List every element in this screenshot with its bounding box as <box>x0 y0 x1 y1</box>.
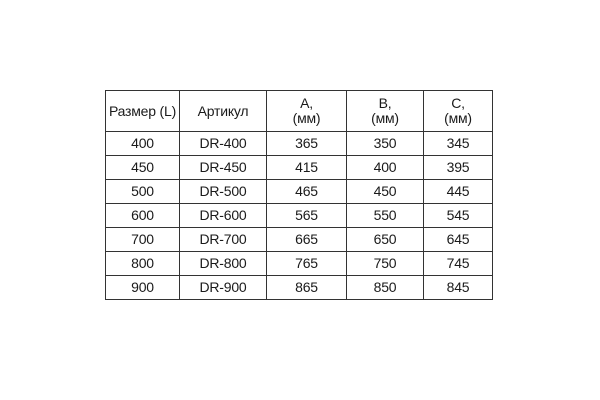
cell-a: 665 <box>267 228 347 252</box>
cell-size: 700 <box>106 228 180 252</box>
cell-c: 845 <box>424 276 493 300</box>
cell-a: 565 <box>267 204 347 228</box>
header-article <box>180 91 267 132</box>
cell-a: 765 <box>267 252 347 276</box>
cell-c: 545 <box>424 204 493 228</box>
table-row <box>106 276 493 300</box>
cell-b: 350 <box>347 132 424 156</box>
header-b-unit: (мм) <box>371 110 399 126</box>
cell-c: 445 <box>424 180 493 204</box>
cell-b: 550 <box>347 204 424 228</box>
cell-c: 745 <box>424 252 493 276</box>
table-row <box>106 204 493 228</box>
cell-article: DR-600 <box>180 204 267 228</box>
header-a-unit: (мм) <box>292 110 321 126</box>
table-row <box>106 180 493 204</box>
table-row <box>106 252 493 276</box>
cell-article: DR-400 <box>180 132 267 156</box>
table-header-row <box>106 91 493 132</box>
cell-article: DR-900 <box>180 276 267 300</box>
cell-a: 365 <box>267 132 347 156</box>
cell-b: 750 <box>347 252 424 276</box>
cell-b: 450 <box>347 180 424 204</box>
table-row <box>106 132 493 156</box>
header-b <box>347 91 424 132</box>
size-table-container <box>105 90 493 300</box>
cell-size: 450 <box>106 156 180 180</box>
header-a-label: A, <box>300 95 313 112</box>
header-size <box>106 91 180 132</box>
table-row <box>106 228 493 252</box>
header-article-label: Артикул <box>197 102 249 119</box>
cell-a: 865 <box>267 276 347 300</box>
cell-article: DR-500 <box>180 180 267 204</box>
size-table <box>105 90 493 300</box>
cell-size: 600 <box>106 204 180 228</box>
header-a <box>267 91 347 132</box>
header-c-label: C, <box>451 95 465 112</box>
cell-b: 400 <box>347 156 424 180</box>
cell-c: 395 <box>424 156 493 180</box>
cell-size: 800 <box>106 252 180 276</box>
cell-b: 850 <box>347 276 424 300</box>
cell-size: 500 <box>106 180 180 204</box>
header-c <box>424 91 493 132</box>
cell-a: 465 <box>267 180 347 204</box>
cell-b: 650 <box>347 228 424 252</box>
cell-c: 645 <box>424 228 493 252</box>
cell-article: DR-450 <box>180 156 267 180</box>
cell-article: DR-700 <box>180 228 267 252</box>
header-b-label: B, <box>378 95 392 112</box>
cell-a: 415 <box>267 156 347 180</box>
cell-size: 400 <box>106 132 180 156</box>
cell-c: 345 <box>424 132 493 156</box>
header-size-label: Размер (L) <box>108 102 177 119</box>
header-c-unit: (мм) <box>444 110 472 126</box>
cell-size: 900 <box>106 276 180 300</box>
cell-article: DR-800 <box>180 252 267 276</box>
table-row <box>106 156 493 180</box>
